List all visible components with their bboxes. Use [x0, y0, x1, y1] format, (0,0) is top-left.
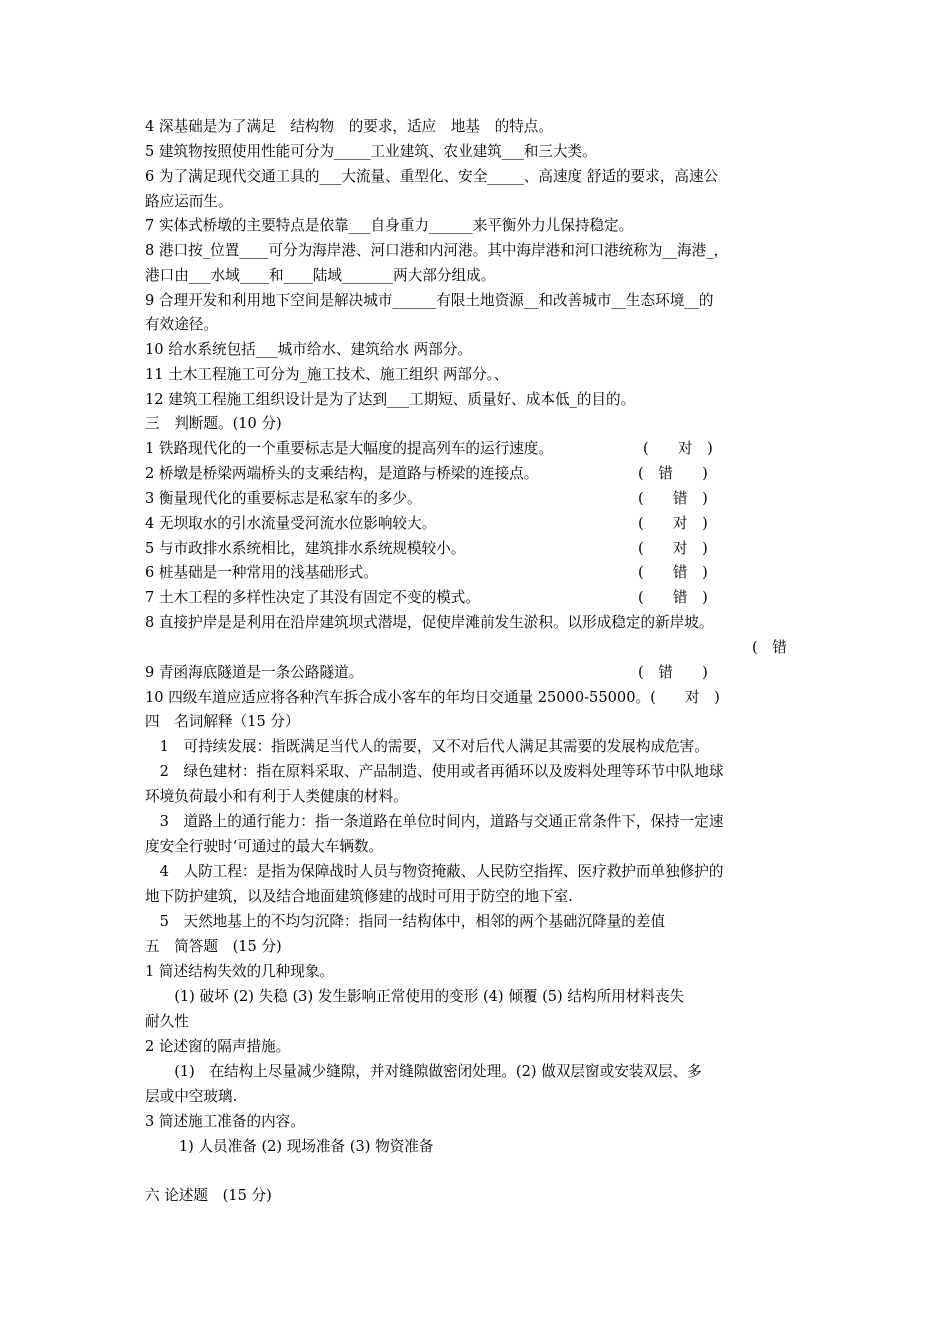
tf-answer: ( 对 )	[638, 515, 708, 532]
section-4-title: 四 名词解释（15 分）	[145, 713, 300, 730]
tf-answer: ( 错 )	[638, 564, 708, 581]
tf-answer: ( 错 )	[638, 490, 708, 507]
fill-in-line: 8 港口按_位置____可分为海岸港、河口港和内河港。其中海岸港和河口港统称为__海港_，	[145, 242, 729, 259]
short-answer-line: (1) 破坏 (2) 失稳 (3) 发生影响正常使用的变形 (4) 倾覆 (5) 结构所用材料丧失	[145, 988, 685, 1005]
tf-answer: ( 错	[752, 639, 787, 656]
section-3-title: 三 判断题。(10 分)	[145, 415, 282, 432]
tf-question: 8 直接护岸是是利用在沿岸建筑坝式潜堤，促使岸滩前发生淤积。以形成稳定的新岸坡。	[145, 614, 714, 631]
definition-line: 2 绿色建材：指在原料采取、产品制造、使用或者再循环以及废料处理等环节中队地球	[145, 763, 724, 780]
fill-in-line: 7 实体式桥墩的主要特点是依靠___自身重力______来平衡外力儿保持稳定。	[145, 217, 634, 234]
tf-answer: ( 对 )	[638, 540, 708, 557]
definition-line: 5 天然地基上的不均匀沉降：指同一结构体中，相邻的两个基础沉降量的差值	[145, 913, 666, 930]
definition-line: 度安全行驶时‘可通过的最大车辆数。	[145, 838, 384, 855]
fill-in-line: 6 为了满足现代交通工具的___大流量、重型化、安全_____、高速度 舒适的要求，高速公	[145, 168, 719, 185]
short-answer-line: 1) 人员准备 (2) 现场准备 (3) 物资准备	[145, 1138, 434, 1155]
fill-in-line: 9 合理开发和利用地下空间是解决城市______有限土地资源__和改善城市__生态环境__的	[145, 292, 714, 309]
fill-in-line: 4 深基础是为了满足 结构物 的要求，适应 地基 的特点。	[145, 118, 553, 135]
tf-answer: ( 错 )	[638, 589, 708, 606]
tf-answer: ( 对 )	[643, 440, 713, 457]
fill-in-line: 11 土木工程施工可分为_施工技术、施工组织 两部分。、	[145, 366, 509, 383]
short-answer-line: 3 简述施工准备的内容。	[145, 1113, 305, 1130]
section-6-title: 六 论述题 (15 分)	[145, 1187, 272, 1204]
fill-in-line: 路应运而生。	[145, 193, 233, 210]
definition-line: 1 可持续发展：指既满足当代人的需要，又不对后代人满足其需要的发展构成危害。	[145, 738, 709, 755]
tf-question: 5 与市政排水系统相比，建筑排水系统规模较小。	[145, 540, 466, 557]
definition-line: 3 道路上的通行能力：指一条道路在单位时间内，道路与交通正常条件下，保持一定速	[145, 813, 724, 830]
fill-in-line: 港口由___水域____和____陆域_______两大部分组成。	[145, 267, 496, 284]
tf-question: 3 衡量现代化的重要标志是私家车的多少。	[145, 490, 422, 507]
fill-in-line: 5 建筑物按照使用性能可分为_____工业建筑、农业建筑___和三大类。	[145, 143, 597, 160]
short-answer-line: 层或中空玻璃.	[145, 1088, 238, 1105]
fill-in-line: 有效途径。	[145, 316, 218, 333]
short-answer-line: (1) 在结构上尽量减少缝隙，并对缝隙做密闭处理。(2) 做双层窗或安装双层、多	[145, 1063, 702, 1080]
tf-question: 6 桩基础是一种常用的浅基础形式。	[145, 564, 378, 581]
section-5-title: 五 简答题 (15 分)	[145, 938, 282, 955]
definition-line: 地下防护建筑，以及结合地面建筑修建的战时可用于防空的地下室.	[145, 888, 573, 905]
tf-question: 1 铁路现代化的一个重要标志是大幅度的提高列车的运行速度。	[145, 440, 553, 457]
tf-question: 4 无坝取水的引水流量受河流水位影响较大。	[145, 515, 437, 532]
tf-question: 7 土木工程的多样性决定了其没有固定不变的模式。	[145, 589, 480, 606]
tf-answer: ( 错 )	[638, 664, 708, 681]
fill-in-line: 10 给水系统包括___城市给水、建筑给水 两部分。	[145, 341, 473, 358]
tf-question: 9 青函海底隧道是一条公路隧道。	[145, 664, 364, 681]
definition-line: 环境负荷最小和有利于人类健康的材料。	[145, 788, 408, 805]
fill-in-line: 12 建筑工程施工组织设计是为了达到___工期短、质量好、成本低_的目的。	[145, 391, 636, 408]
tf-question: 2 桥墩是桥梁两端桥头的支乘结构，是道路与桥梁的连接点。	[145, 465, 539, 482]
short-answer-line: 1 简述结构失效的几种现象。	[145, 963, 335, 980]
short-answer-line: 耐久性	[145, 1013, 189, 1030]
tf-question: 10 四级车道应适应将各种汽车拆合成小客车的年均日交通量 25000-55000。( 对 )	[145, 689, 720, 706]
tf-answer: ( 错 )	[638, 465, 708, 482]
short-answer-line: 2 论述窗的隔声措施。	[145, 1038, 291, 1055]
definition-line: 4 人防工程：是指为保障战时人员与物资掩蔽、人民防空指挥、医疗救护而单独修护的	[145, 863, 724, 880]
